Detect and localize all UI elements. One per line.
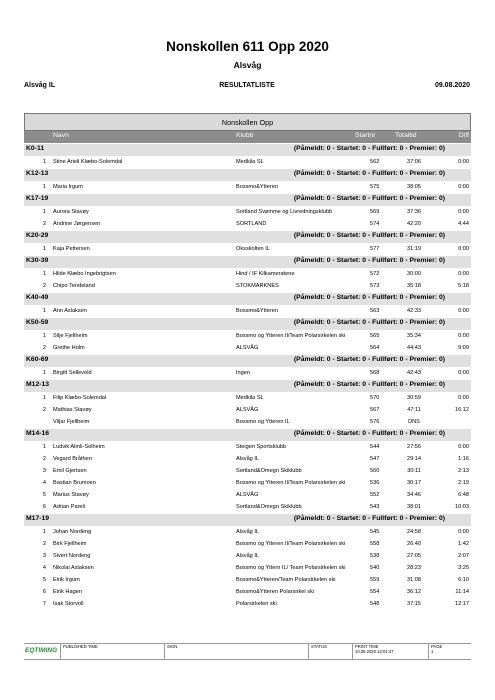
result-row	[24, 550, 471, 562]
time-diff: 16:12	[455, 407, 469, 413]
result-row	[24, 392, 471, 404]
athlete-name: Nikolai Aslaksen	[53, 565, 94, 571]
club-name: Sortland&Omegn Skiklubb	[236, 468, 302, 474]
club-name: Medkila SL	[236, 159, 264, 165]
result-row	[24, 243, 471, 255]
total-time: 27:56	[407, 444, 421, 450]
class-summary: (Påmeldt: 0 - Startet: 0 - Fullført: 0 - Premier: 0)	[293, 430, 445, 437]
time-diff: 0:00	[458, 529, 469, 535]
total-time: 44:43	[407, 345, 421, 351]
total-time: 37:15	[407, 601, 421, 607]
footer-print-cell	[352, 644, 429, 659]
athlete-name: Maria Irgum	[53, 184, 83, 190]
class-header	[24, 514, 471, 526]
position: 1	[42, 246, 46, 252]
class-summary: (Påmeldt: 0 - Startet: 0 - Fullført: 0 - Premier: 0)	[293, 232, 445, 239]
race-date: 09.08.2020	[434, 82, 470, 89]
time-diff: 11:14	[455, 589, 469, 595]
eqtiming-logo: EQTIMING	[25, 647, 58, 654]
result-row	[24, 477, 471, 489]
athlete-name: Grethe Holm	[53, 345, 85, 351]
total-time: 36:12	[407, 589, 421, 595]
club-name: Medkila SL	[236, 395, 264, 401]
position: 1	[42, 333, 46, 339]
position: 1	[42, 395, 46, 401]
athlete-name: Stine Arieli Klæbo-Solemdal	[53, 159, 123, 165]
position: 5	[42, 577, 46, 583]
class-summary: (Påmeldt: 0 - Startet: 0 - Fullført: 0 - Premier: 0)	[293, 319, 445, 326]
club-name: Polarsirkelen ski	[236, 601, 277, 607]
total-time: 29:14	[407, 456, 421, 462]
total-time: 37:36	[407, 209, 421, 215]
class-header	[24, 318, 471, 330]
class-header	[24, 194, 471, 206]
position: 2	[42, 456, 46, 462]
time-diff: 0:00	[458, 209, 469, 215]
athlete-name: Aurora Stavøy	[53, 209, 89, 215]
club-name: Bossmo og Yttern IL/ Team Polarsirkelen ski	[236, 565, 346, 571]
time-diff: 9:09	[458, 345, 469, 351]
result-row	[24, 218, 471, 230]
club-name: Bossmo og Ytteren IL	[236, 419, 290, 425]
club-name: Bossmo&Ytteren Polarsirkel ski	[236, 589, 315, 595]
result-row	[24, 280, 471, 292]
position: 1	[42, 184, 46, 190]
class-summary: (Påmeldt: 0 - Startet: 0 - Fullført: 0 - Premier: 0)	[293, 515, 445, 522]
class-header	[24, 256, 471, 268]
result-row	[24, 342, 471, 354]
total-time: 37:06	[407, 159, 421, 165]
athlete-name: Ludvik Almli-Solheim	[53, 444, 105, 450]
total-time: 28:23	[407, 565, 421, 571]
total-time: 35:18	[407, 283, 421, 289]
page-label: PAGE	[431, 644, 443, 649]
total-time: 30:00	[407, 271, 421, 277]
time-diff: 0:00	[458, 308, 469, 314]
start-number: 564	[370, 345, 380, 351]
class-header	[24, 293, 471, 305]
time-diff: 1:16	[458, 456, 469, 462]
time-diff: 4:44	[458, 221, 469, 227]
class-header	[24, 144, 471, 156]
time-diff: 0:00	[458, 184, 469, 190]
total-time: 34:46	[407, 492, 421, 498]
start-number: 554	[370, 589, 380, 595]
class-name: K60-69	[26, 356, 49, 363]
column-header-row	[24, 131, 471, 143]
position: 1	[42, 209, 46, 215]
start-number: 573	[370, 283, 380, 289]
time-diff: 0:00	[458, 395, 469, 401]
athlete-name: Filip Klæbo-Solemdal	[53, 395, 107, 401]
total-time: 38:01	[407, 504, 421, 510]
result-row	[24, 416, 471, 428]
time-diff: 0:00	[458, 370, 469, 376]
class-summary: (Påmeldt: 0 - Startet: 0 - Fullført: 0 - Premier: 0)	[293, 356, 445, 363]
position: 2	[42, 541, 46, 547]
position: 6	[42, 504, 46, 510]
page-title: Nonskollen 611 Opp 2020	[166, 39, 329, 54]
athlete-name: Johan Nordeng	[53, 529, 92, 535]
total-time: 35:34	[407, 333, 421, 339]
class-name: K20-29	[26, 232, 49, 239]
athlete-name: Mathias Stavøy	[53, 407, 92, 413]
total-time: 30:59	[407, 395, 421, 401]
total-time: 47:11	[407, 407, 421, 413]
club-name: Sortland Svømme og Livredningsklubb	[236, 209, 333, 215]
total-time: 24:58	[407, 529, 421, 535]
result-row	[24, 330, 471, 342]
print-time-label: PRINT TIME	[355, 644, 379, 649]
result-row	[24, 562, 471, 574]
print-time: 10.08.2020 13:01:47	[355, 649, 394, 654]
start-number: 538	[370, 553, 380, 559]
result-row	[24, 441, 471, 453]
footer	[24, 643, 471, 660]
club-name: STOKMARKNES	[236, 283, 279, 289]
start-number: 559	[370, 577, 380, 583]
results-table	[24, 113, 471, 610]
result-row	[24, 574, 471, 586]
result-row	[24, 305, 471, 317]
athlete-name: Bastian Brumoen	[53, 480, 96, 486]
start-number: 572	[370, 271, 380, 277]
start-number: 547	[370, 456, 380, 462]
athlete-name: Birk Fjellheim	[53, 541, 87, 547]
result-row	[24, 404, 471, 416]
start-number: 544	[370, 444, 380, 450]
class-name: K40-49	[26, 294, 49, 301]
position: 6	[42, 589, 46, 595]
result-row	[24, 181, 471, 193]
position: 1	[42, 271, 46, 277]
start-number: 562	[370, 159, 380, 165]
club-name: Oksskolten IL	[236, 246, 270, 252]
class-name: K17-19	[26, 195, 49, 202]
doc-type: RESULTATLISTE	[219, 82, 275, 89]
total-time: 31:19	[407, 246, 421, 252]
col-startnr-header: Startnr	[355, 132, 376, 139]
class-header	[24, 355, 471, 367]
athlete-name: Kaja Pettersen	[53, 246, 90, 252]
time-diff: 1:42	[458, 541, 469, 547]
time-diff: 0:00	[458, 333, 469, 339]
club-name: Sortland&Omegn Skiklubb	[236, 504, 302, 510]
result-row	[24, 206, 471, 218]
club-name: Bossmo og Ytteren Il/Team Polarsirkelen ski	[236, 333, 346, 339]
start-number: 567	[370, 407, 380, 413]
result-row	[24, 465, 471, 477]
result-row	[24, 526, 471, 538]
class-summary: (Påmeldt: 0 - Startet: 0 - Fullført: 0 - Premier: 0)	[293, 257, 445, 264]
position: 1	[42, 529, 46, 535]
total-time: 30:17	[407, 480, 421, 486]
time-diff: 12:17	[455, 601, 469, 607]
total-time: 27:05	[407, 553, 421, 559]
class-header	[24, 231, 471, 243]
start-number: 565	[370, 333, 380, 339]
club-name: ALSVÅG	[236, 492, 259, 498]
club-name: Bossmo og Ytteren Il/Team Polarsirkelen ski	[236, 541, 346, 547]
athlete-name: Eirik Hagen	[53, 589, 82, 595]
organizer: Alsvåg IL	[24, 82, 56, 89]
class-summary: (Påmeldt: 0 - Startet: 0 - Fullført: 0 - Premier: 0)	[293, 294, 445, 301]
class-summary: (Påmeldt: 0 - Startet: 0 - Fullført: 0 - Premier: 0)	[293, 145, 445, 152]
sign-label: SIGN	[167, 644, 178, 649]
result-row	[24, 586, 471, 598]
start-number: 569	[370, 209, 380, 215]
start-number: 575	[370, 184, 380, 190]
class-name: M17-19	[26, 515, 50, 522]
club-name: Bossmo&Ytteren	[236, 184, 278, 190]
race-name: Nonskollen Opp	[24, 113, 471, 131]
start-number: 560	[370, 468, 380, 474]
athlete-name: Chipo Tendeland	[53, 283, 95, 289]
class-name: K50-59	[26, 319, 49, 326]
time-diff: 2:07	[458, 553, 469, 559]
position: 1	[42, 444, 46, 450]
total-time: 42:20	[407, 221, 421, 227]
start-number: 574	[370, 221, 380, 227]
class-name: K12-13	[26, 170, 49, 177]
class-summary: (Påmeldt: 0 - Startet: 0 - Fullført: 0 - Premier: 0)	[293, 195, 445, 202]
athlete-name: Isak Storvoll	[53, 601, 84, 607]
position: 2	[42, 221, 46, 227]
footer-status-cell	[308, 644, 353, 659]
club-name: Steigen Sportsklubb	[236, 444, 287, 450]
class-name: M12-13	[26, 381, 50, 388]
result-row	[24, 156, 471, 168]
athlete-name: Vegard Bråthen	[53, 456, 92, 462]
page-number: 1	[431, 649, 434, 654]
result-row	[24, 489, 471, 501]
class-summary: (Påmeldt: 0 - Startet: 0 - Fullført: 0 - Premier: 0)	[293, 381, 445, 388]
athlete-name: Marius Stavøy	[53, 492, 89, 498]
time-diff: 0:00	[458, 444, 469, 450]
club-name: Alsvåg IL	[236, 529, 260, 535]
club-name: ALSVÅG	[236, 345, 259, 351]
class-header	[24, 169, 471, 181]
club-name: Bossmo&Ytteren/Team Polarsirkelen ski	[236, 577, 336, 583]
time-diff: 5:18	[458, 283, 469, 289]
position: 5	[42, 492, 46, 498]
club-name: SORTLAND	[236, 221, 267, 227]
class-name: K30-39	[26, 257, 49, 264]
start-number: 543	[370, 504, 380, 510]
page-subtitle: Alsvåg	[233, 60, 262, 70]
total-time: 26:40	[407, 541, 421, 547]
footer-sign-cell	[164, 644, 309, 659]
athlete-name: Eirik Irgum	[53, 577, 80, 583]
start-number: 548	[370, 601, 380, 607]
class-header	[24, 429, 471, 441]
start-number: 563	[370, 308, 380, 314]
position: 4	[42, 565, 46, 571]
class-name: M14-16	[26, 430, 50, 437]
club-name: Alsvåg IL	[236, 553, 260, 559]
total-time: 38:05	[407, 184, 421, 190]
athlete-name: Birgitt Sellevold	[53, 370, 92, 376]
position: 4	[42, 480, 46, 486]
position: 1	[42, 308, 46, 314]
result-row	[24, 538, 471, 550]
start-number: 536	[370, 480, 380, 486]
col-diff-header: Diff	[458, 132, 469, 139]
col-total-header: Totaltid	[395, 132, 417, 139]
time-diff: 3:25	[458, 565, 469, 571]
athlete-name: Viljar Fjellheim	[53, 419, 90, 425]
result-row	[24, 453, 471, 465]
start-number: 577	[370, 246, 380, 252]
start-number: 545	[370, 529, 380, 535]
start-number: 558	[370, 541, 380, 547]
time-diff: 6:10	[458, 577, 469, 583]
start-number: 552	[370, 492, 380, 498]
position: 1	[42, 370, 46, 376]
position: 3	[42, 468, 46, 474]
total-time: 31:08	[407, 577, 421, 583]
club-name: Hind / IF Kilkameratene	[236, 271, 295, 277]
class-name: K0-11	[26, 145, 45, 152]
position: 2	[42, 283, 46, 289]
time-diff: 6:48	[458, 492, 469, 498]
total-time: 30:11	[407, 468, 421, 474]
class-header	[24, 380, 471, 392]
published-time-label: PUBLISHED TIME	[63, 644, 98, 649]
footer-page-cell	[428, 644, 471, 659]
athlete-name: Adrian Pareli	[53, 504, 86, 510]
position: 2	[42, 345, 46, 351]
result-row	[24, 367, 471, 379]
athlete-name: Hilde Klæbo Ingebrigtsen	[53, 271, 116, 277]
col-club-header: Klubb	[236, 132, 254, 139]
club-name: Ingen	[236, 370, 250, 376]
position: 7	[42, 601, 46, 607]
athlete-name: Ann Aslaksen	[53, 308, 87, 314]
start-number: 576	[370, 419, 380, 425]
athlete-name: Sivert Nordeng	[53, 553, 91, 559]
total-time: 42:43	[407, 370, 421, 376]
club-name: ALSVÅG	[236, 407, 259, 413]
athlete-name: Emil Gjertsen	[53, 468, 87, 474]
col-name-header: Navn	[53, 132, 69, 139]
position: 2	[42, 407, 46, 413]
result-row	[24, 501, 471, 513]
total-time: DNS	[408, 419, 420, 425]
club-name: Bossmo og Ytteren Il/Team Polarsirkelen ski	[236, 480, 346, 486]
class-summary: (Påmeldt: 0 - Startet: 0 - Fullført: 0 - Premier: 0)	[293, 170, 445, 177]
time-diff: 10:03	[455, 504, 469, 510]
time-diff: 2:13	[458, 468, 469, 474]
athlete-name: Silje Fjellheim	[53, 333, 88, 339]
footer-published-cell	[60, 644, 165, 659]
time-diff: 2:19	[458, 480, 469, 486]
time-diff: 0:00	[458, 271, 469, 277]
position: 1	[42, 159, 46, 165]
status-label: STATUS	[311, 644, 327, 649]
time-diff: 0:00	[458, 159, 469, 165]
result-row	[24, 268, 471, 280]
position: 3	[42, 553, 46, 559]
start-number: 540	[370, 565, 380, 571]
club-name: Bossmo&Ytteren	[236, 308, 278, 314]
club-name: Alsvåg IL	[236, 456, 260, 462]
start-number: 570	[370, 395, 380, 401]
time-diff: 0:00	[458, 246, 469, 252]
athlete-name: Andrine Jørgensen	[53, 221, 101, 227]
total-time: 42:33	[407, 308, 421, 314]
start-number: 568	[370, 370, 380, 376]
result-row	[24, 598, 471, 610]
